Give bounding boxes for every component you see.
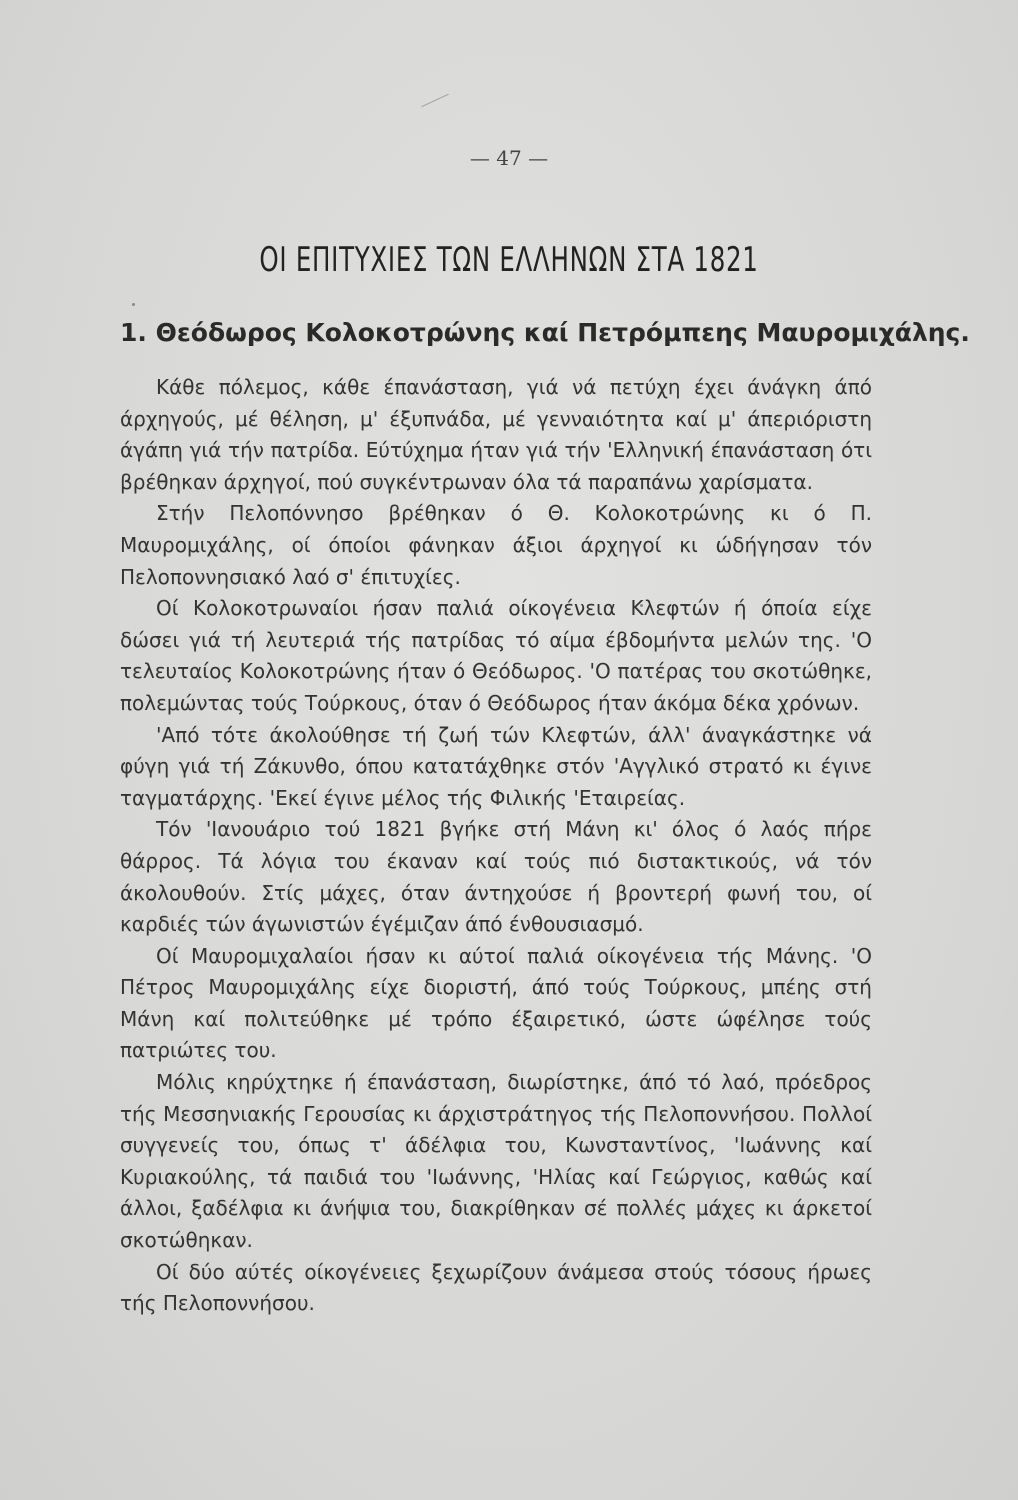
paragraph: Τόν 'Ιανουάριο τού 1821 βγήκε στή Μάνη κι' όλος ό λαός πήρε θάρρος. Τά λόγια του έκαναν καί τούς πιό διστακτικούς, νά τόν άκολουθούν. Στίς μάχες, όταν άντηχούσε ή βροντερή φωνή του, οί καρδιές τών άγωνιστών έγέμιζαν άπό ένθουσιασμό. [120, 817, 872, 937]
paragraph: Οί δύο αύτές οίκογένειες ξεχωρίζουν άνάμεσα στούς τόσους ήρωες τής Πελοποννήσου. [120, 1259, 872, 1316]
paragraph: Οί Κολοκοτρωναίοι ήσαν παλιά οίκογένεια Κλεφτών ή όποία είχε δώσει γιά τή λευτεριά τής πατρίδας τό αίμα έβδομήντα μελών της. 'Ο τελευταίος Κολοκοτρώνης ήταν ό Θεόδωρος. 'Ο πατέρας του σκοτώθηκε, πολεμώντας τούς Τούρκους, όταν ό Θεόδωρος ήταν άκόμα δέκα χρόνων. [120, 596, 872, 715]
paragraph: Οί Μαυρομιχαλαίοι ήσαν κι αύτοί παλιά οίκογένεια τής Μάνης. 'Ο Πέτρος Μαυρομιχάλης είχε διοριστή, άπό τούς Τούρκους, μπέης στή Μάνη καί πολιτεύθηκε μέ τρόπο έξαιρετικό, ώστε ώφέλησε τούς πατριώτες του. [120, 943, 872, 1063]
paragraph: 'Από τότε άκολούθησε τή ζωή τών Κλεφτών, άλλ' άναγκάστηκε νά φύγη γιά τή Ζάκυνθο, όπου κατατάχθηκε στόν 'Αγγλικό στρατό κι έγινε ταγματάρχης. 'Εκεί έγινε μέλος τής Φιλικής 'Εταιρείας. [120, 722, 872, 810]
pencil-mark [421, 94, 449, 108]
paper-speck [132, 303, 135, 306]
section-heading: 1. Θεόδωρος Κολοκοτρώνης καί Πετρόμπεης Μαυρομιχάλης. [120, 318, 970, 347]
paragraph: Κάθε πόλεμος, κάθε έπανάσταση, γιά νά πετύχη έχει άνάγκη άπό άρχηγούς, μέ θέληση, μ' έξυπνάδα, μέ γενναιότητα καί μ' άπεριόριστη άγάπη γιά τήν πατρίδα. Εύτύχημα ήταν γιά τήν 'Ελληνική έπανάσταση ότι βρέθηκαν άρχηγοί, πού συγκέντρωναν όλα τά παραπάνω χαρίσματα. [120, 375, 872, 494]
paragraph: Μόλις κηρύχτηκε ή έπανάσταση, διωρίστηκε, άπό τό λαό, πρόεδρος τής Μεσσηνιακής Γερουσίας κι άρχιστράτηγος τής Πελοποννήσου. Πολλοί συγγενείς του, όπως τ' άδέλφια του, Κωνσταντίνος, 'Ιωάννης καί Κυριακούλης, τά παιδιά του 'Ιωάννης, 'Ηλίας καί Γεώργιος, καθώς καί άλλοι, ξαδέλφια κι άνήψια του, διακρίθηκαν σέ πολλές μάχες κι άρκετοί σκοτώθηκαν. [120, 1070, 872, 1253]
page-number: — 47 — [469, 146, 549, 170]
chapter-title: ΟΙ ΕΠΙΤΥΧΙΕΣ ΤΩΝ ΕΛΛΗΝΩΝ ΣΤΑ 1821 [259, 240, 759, 280]
body-text [120, 372, 872, 1320]
paragraph: Στήν Πελοπόννησο βρέθηκαν ό Θ. Κολοκοτρώνης κι ό Π. Μαυρομιχάλης, οί όποίοι φάνηκαν άξιοι άρχηγοί κι ώδήγησαν τόν Πελοποννησιακό λαό σ' έπιτυχίες. [120, 501, 872, 589]
